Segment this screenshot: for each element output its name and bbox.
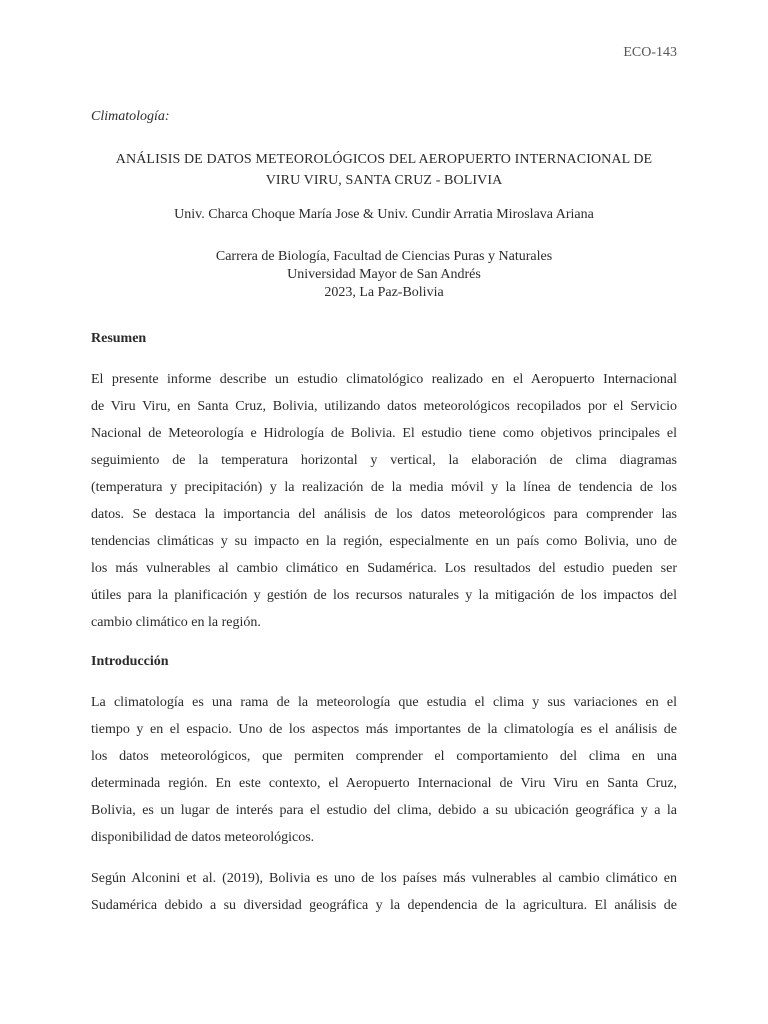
text-line: Bolivia, es un lugar de interés para el estudio del clima, debido a su ubicación geográfica y a la: [91, 803, 677, 818]
affiliation-line: 2023, La Paz-Bolivia: [324, 285, 444, 300]
intro-paragraph-2: [91, 865, 677, 919]
document-title: [91, 149, 677, 191]
title-line: ANÁLISIS DE DATOS METEOROLÓGICOS DEL AEROPUERTO INTERNACIONAL DE: [115, 152, 653, 167]
text-line: La climatología es una rama de la meteorología que estudia el clima y sus variaciones en el: [91, 695, 677, 710]
text-line: Nacional de Meteorología e Hidrología de Bolivia. El estudio tiene como objetivos principales el: [91, 426, 677, 441]
affiliation-line: Carrera de Biología, Facultad de Ciencias Puras y Naturales: [215, 249, 553, 264]
heading-resumen: Resumen: [91, 331, 147, 346]
text-line: tendencias climáticas y su impacto en la región, especialmente en un país como Bolivia, uno de: [91, 534, 677, 549]
affiliation: [91, 248, 677, 302]
section-label: Climatología:: [91, 109, 170, 124]
text-line: determinada región. En este contexto, el Aeropuerto Internacional de Viru Viru en Santa Cruz,: [91, 776, 677, 791]
text-line: tiempo y en el espacio. Uno de los aspectos más importantes de la climatología es el análisis de: [91, 722, 677, 737]
abstract-paragraph: [91, 366, 677, 636]
text-line: Sudamérica debido a su diversidad geográfica y la dependencia de la agricultura. El análisis de: [91, 898, 677, 913]
text-line: Según Alconini et al. (2019), Bolivia es uno de los países más vulnerables al cambio climático en: [91, 871, 677, 886]
text-line: seguimiento de la temperatura horizontal y vertical, la elaboración de clima diagramas: [91, 453, 677, 468]
text-line: los más vulnerables al cambio climático en Sudamérica. Los resultados del estudio pueden ser: [91, 561, 677, 576]
text-line: los datos meteorológicos, que permiten comprender el comportamiento del clima en una: [91, 749, 677, 764]
text-line: El presente informe describe un estudio climatológico realizado en el Aeropuerto Internacional: [91, 372, 677, 387]
text-line: disponibilidad de datos meteorológicos.: [91, 830, 315, 845]
heading-introduccion: Introducción: [91, 654, 169, 669]
text-line: cambio climático en la región.: [91, 615, 261, 630]
text-line: de Viru Viru, en Santa Cruz, Bolivia, utilizando datos meteorológicos recopilados por el Servicio: [91, 399, 677, 414]
text-line: (temperatura y precipitación) y la realización de la media móvil y la línea de tendencia de los: [91, 480, 677, 495]
text-line: útiles para la planificación y gestión de los recursos naturales y la mitigación de los impactos del: [91, 588, 677, 603]
affiliation-line: Universidad Mayor de San Andrés: [287, 267, 481, 282]
text-line: datos. Se destaca la importancia del análisis de los datos meteorológicos para comprender las: [91, 507, 677, 522]
document-code: ECO-143: [623, 45, 677, 60]
intro-paragraph-1: [91, 689, 677, 851]
title-line: VIRU VIRU, SANTA CRUZ - BOLIVIA: [265, 173, 503, 188]
authors: Univ. Charca Choque María Jose & Univ. Cundir Arratia Miroslava Ariana: [174, 207, 594, 222]
